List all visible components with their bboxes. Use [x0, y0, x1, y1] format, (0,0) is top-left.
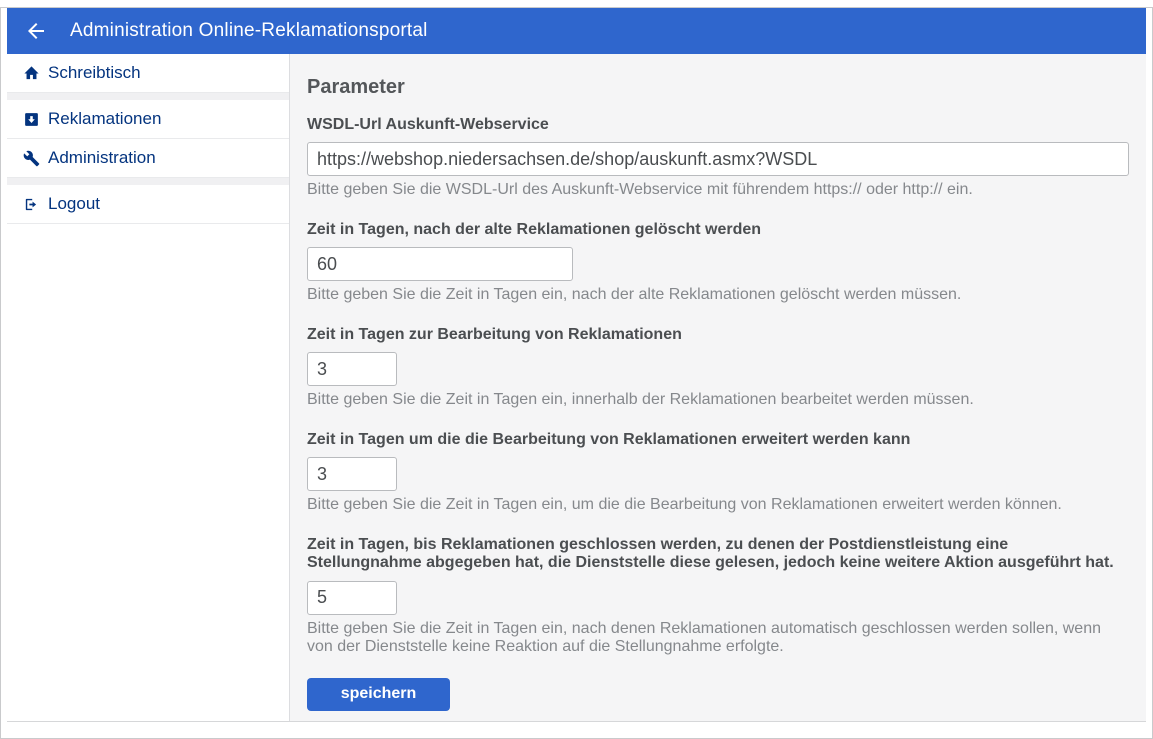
field-help-text: Bitte geben Sie die Zeit in Tagen ein, nach der alte Reklamationen gelöscht werden müssen.	[307, 286, 962, 304]
inbox-download-icon	[22, 110, 40, 128]
field-input[interactable]	[307, 581, 397, 615]
arrow-left-icon	[24, 19, 48, 43]
form-field	[307, 431, 1130, 515]
field-help-text: Bitte geben Sie die Zeit in Tagen ein, um die die Bearbeitung von Reklamationen erweitert werden können.	[307, 496, 1062, 514]
home-icon	[22, 64, 40, 82]
field-help-text: Bitte geben Sie die Zeit in Tagen ein, innerhalb der Reklamationen bearbeitet werden müssen.	[307, 391, 974, 409]
sidebar-group	[7, 185, 289, 224]
logout-icon	[22, 195, 40, 213]
sidebar-item-logout[interactable]	[7, 185, 289, 224]
sidebar-group	[7, 54, 289, 100]
main-layout	[7, 54, 1146, 722]
field-input[interactable]	[307, 142, 1129, 176]
back-button[interactable]	[21, 16, 51, 46]
sidebar-group	[7, 100, 289, 185]
field-label: Zeit in Tagen, bis Reklamationen geschlossen werden, zu denen der Postdienstleistung eine Stellungnahme abgegeben hat, die Dienststelle diese gelesen, jedoch keine weitere Aktion ausgeführt hat.	[307, 535, 1114, 572]
app-root	[7, 7, 1146, 722]
content-area	[290, 54, 1146, 721]
sidebar-item-label: Administration	[48, 148, 156, 167]
sidebar	[7, 54, 290, 721]
header-bar	[7, 7, 1146, 54]
field-label: Zeit in Tagen zur Bearbeitung von Reklamationen	[307, 325, 682, 343]
page-header-title: Administration Online-Reklamationsportal	[70, 19, 428, 41]
field-label: WSDL-Url Auskunft-Webservice	[307, 116, 549, 133]
sidebar-item-label: Schreibtisch	[48, 63, 141, 82]
field-help-text: Bitte geben Sie die WSDL-Url des Auskunft-Webservice mit führendem https:// oder http:// ein.	[307, 181, 973, 199]
form-field	[307, 326, 1130, 410]
field-label: Zeit in Tagen, nach der alte Reklamationen gelöscht werden	[307, 220, 762, 238]
form-field	[307, 116, 1130, 200]
form-field	[307, 221, 1130, 305]
field-input[interactable]	[307, 247, 573, 281]
field-label: Zeit in Tagen um die die Bearbeitung von Reklamationen erweitert werden kann	[307, 430, 911, 448]
page-title: Parameter	[307, 76, 405, 98]
field-input[interactable]	[307, 457, 397, 491]
form-field	[307, 536, 1130, 657]
sidebar-item-label: Logout	[48, 194, 100, 213]
save-button[interactable]: speichern	[307, 678, 450, 711]
sidebar-item-schreibtisch[interactable]	[7, 54, 289, 93]
form-fields	[307, 116, 1130, 657]
parameter-form	[307, 116, 1130, 711]
sidebar-item-administration[interactable]	[7, 139, 289, 178]
sidebar-item-label: Reklamationen	[48, 109, 162, 128]
field-help-text: Bitte geben Sie die Zeit in Tagen ein, nach denen Reklamationen automatisch geschlossen werden sollen, wenn von der Dienststelle keine Reaktion auf die Stellungnahme erfolgte.	[307, 619, 1101, 656]
sidebar-item-reklamationen[interactable]	[7, 100, 289, 139]
field-input[interactable]	[307, 352, 397, 386]
wrench-icon	[22, 149, 40, 167]
